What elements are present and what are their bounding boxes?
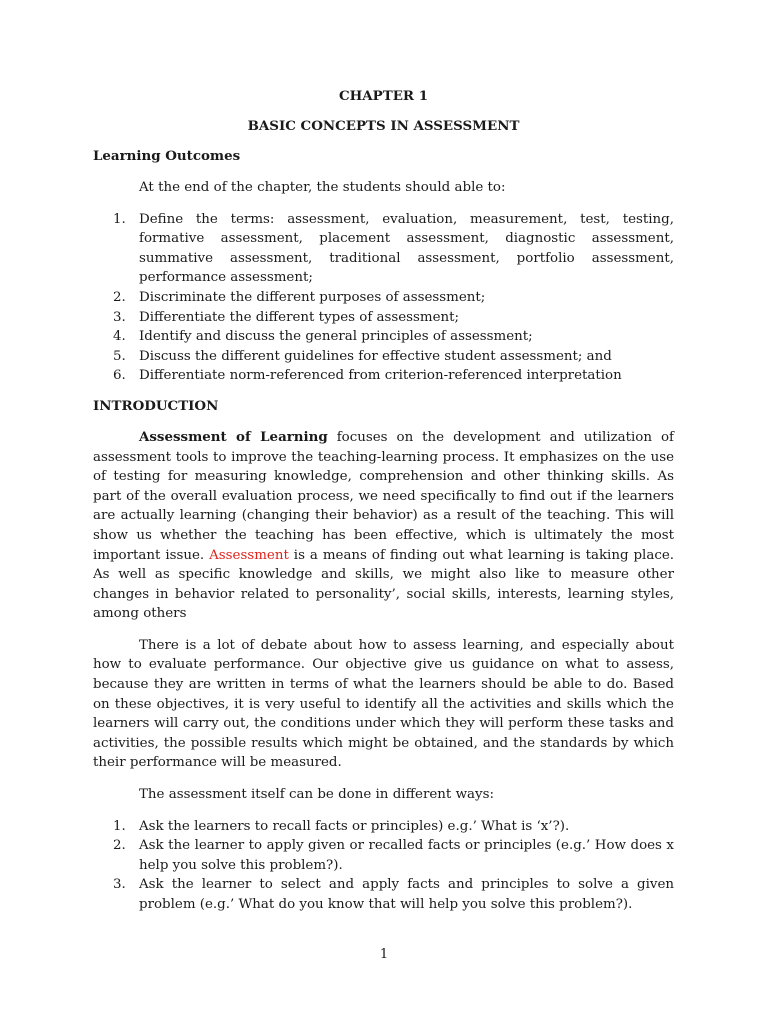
lead-term-bold: Assessment of Learning <box>139 428 328 445</box>
list-item-number: 2. <box>113 838 126 854</box>
introduction-paragraph-3: The assessment itself can be done in different ways: <box>139 787 494 803</box>
paragraph-text: is a means of finding out what learning is taking place. As well as specific knowledge and skills, we might also like to measure other changes in behavior related to personality’, social skills, interests, learning styles, among others <box>93 547 674 622</box>
list-item <box>93 366 674 386</box>
list-item-number: 4. <box>113 329 126 345</box>
chapter-label: CHAPTER 1 <box>338 88 429 104</box>
list-item-text: Discriminate the different purposes of assessment; <box>139 289 486 305</box>
list-item-text: Identify and discuss the general principles of assessment; <box>139 329 533 345</box>
introduction-paragraph-1 <box>93 428 674 624</box>
document-page <box>93 86 674 915</box>
list-item-text: Differentiate the different types of assessment; <box>139 309 460 325</box>
learning-outcomes-intro: At the end of the chapter, the students should able to: <box>139 180 506 195</box>
list-item <box>93 347 674 367</box>
list-item-number: 6. <box>113 368 126 384</box>
list-item-number: 1. <box>113 211 126 227</box>
list-item-number: 3. <box>113 877 126 893</box>
chapter-title: BASIC CONCEPTS IN ASSESSMENT <box>247 118 520 134</box>
list-item-number: 5. <box>113 348 126 364</box>
page-number: 1 <box>379 947 389 962</box>
list-item <box>93 288 674 308</box>
list-item-text: Discuss the different guidelines for effective student assessment; and <box>139 348 612 364</box>
highlighted-term: Assessment <box>209 547 289 563</box>
introduction-paragraph-2: There is a lot of debate about how to assess learning, and especially about how to evaluate performance. Our objective give us guidance on what to assess, because they are written in terms of what the learners should be able to do. Based on these objectives, it is very useful to identify all the activities and skills which the learners will carry out, the conditions under which they will perform these tasks and activities, the possible results which might be obtained, and the standards by which their performance will be measured. <box>93 637 674 771</box>
assessment-ways-list <box>93 817 674 915</box>
list-item-text: Ask the learner to select and apply facts and principles to solve a given problem (e.g.’ What do you know that will help you solve this problem?). <box>139 877 674 912</box>
list-item <box>93 210 674 288</box>
list-item-text: Differentiate norm-referenced from criterion-referenced interpretation <box>139 368 622 384</box>
paragraph-text: focuses on the development and utilization of assessment tools to improve the teaching-learning process. It emphasizes on the use of testing for measuring knowledge, comprehension and other thinking skills. As part of the overall evaluation process, we need specifically to find out if the learners are actually learning (changing their behavior) as a result of the teaching. This will show us whether the teaching has been effective, which is ultimately the most important issue. <box>93 429 674 563</box>
list-item <box>93 327 674 347</box>
list-item <box>93 836 674 875</box>
learning-outcomes-heading: Learning Outcomes <box>93 148 241 164</box>
list-item-number: 2. <box>113 289 126 305</box>
list-item-number: 3. <box>113 309 126 325</box>
list-item-text: Define the terms: assessment, evaluation, measurement, test, testing, formative assessment, placement assessment, diagnostic assessment, summative assessment, traditional assessment, portfolio assessment, performance assessment; <box>139 211 674 286</box>
list-item-text: Ask the learners to recall facts or principles) e.g.’ What is ‘x’?). <box>139 818 570 834</box>
learning-outcomes-list <box>93 210 674 386</box>
list-item-text: Ask the learner to apply given or recalled facts or principles (e.g.’ How does x help you solve this problem?). <box>139 838 674 873</box>
list-item <box>93 817 674 837</box>
list-item-number: 1. <box>113 818 126 834</box>
list-item <box>93 875 674 914</box>
list-item <box>93 308 674 328</box>
introduction-heading: INTRODUCTION <box>93 397 219 414</box>
